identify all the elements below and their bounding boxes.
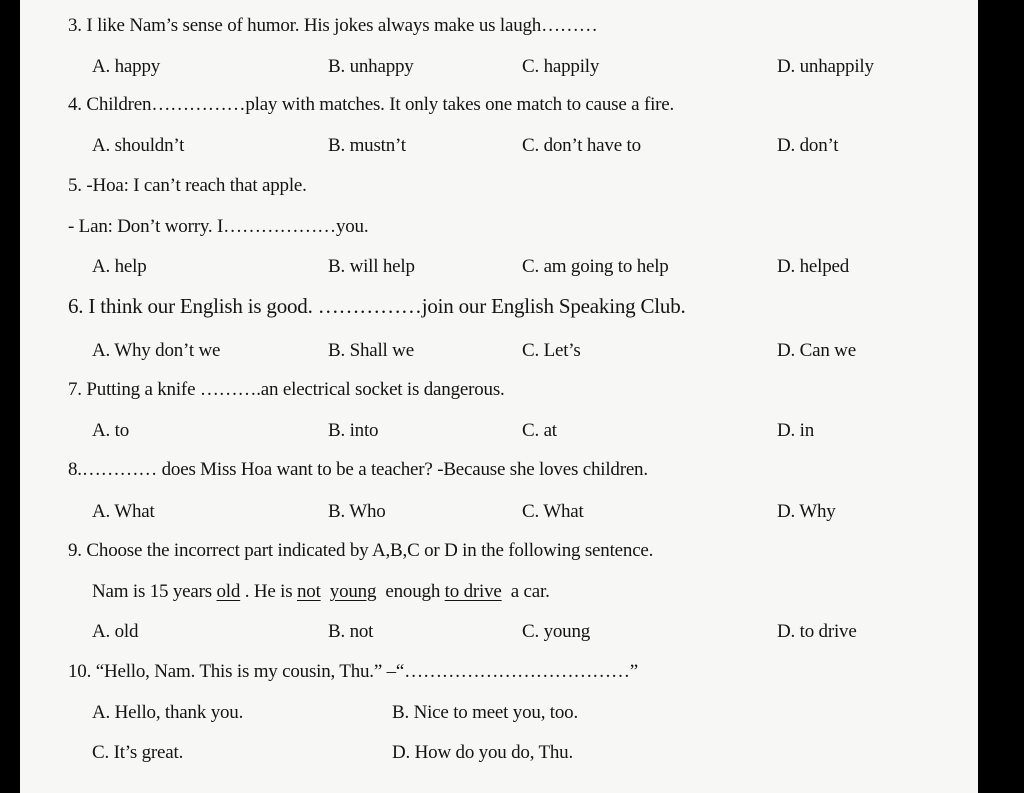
- question-7: 7. Putting a knife ……….an electrical socket is dangerous.: [68, 379, 505, 400]
- question-5-line-2: - Lan: Don’t worry. I………………you.: [68, 216, 369, 237]
- q7-option-d: D. in: [777, 420, 815, 441]
- question-9: 9. Choose the incorrect part indicated by A,B,C or D in the following sentence.: [68, 540, 654, 561]
- q9-option-d: D. to drive: [777, 621, 857, 642]
- q8-option-c: C. What: [522, 501, 584, 522]
- q9-option-b: B. not: [328, 621, 374, 642]
- question-9-sentence: Nam is 15 years old . He is not young enough to drive a car.: [92, 581, 550, 602]
- q5-option-c: C. am going to help: [522, 256, 669, 277]
- question-4: 4. Children……………play with matches. It only takes one match to cause a fire.: [68, 94, 675, 115]
- q8-option-d: D. Why: [777, 501, 836, 522]
- underlined-old: old: [216, 581, 241, 602]
- q3-option-d: D. unhappily: [777, 56, 874, 77]
- question-8: 8.………… does Miss Hoa want to be a teacher? -Because she loves children.: [68, 459, 648, 480]
- question-6: 6. I think our English is good. ……………join our English Speaking Club.: [68, 294, 686, 318]
- q5-option-d: D. helped: [777, 256, 850, 277]
- question-3: 3. I like Nam’s sense of humor. His jokes always make us laugh………: [68, 15, 598, 36]
- underlined-to-drive: to drive: [444, 581, 502, 602]
- q7-option-b: B. into: [328, 420, 379, 441]
- q8-option-a: A. What: [92, 501, 155, 522]
- q10-option-d: D. How do you do, Thu.: [392, 742, 574, 763]
- q4-option-a: A. shouldn’t: [92, 135, 185, 156]
- q6-option-d: D. Can we: [777, 340, 856, 361]
- q6-option-b: B. Shall we: [328, 340, 414, 361]
- q10-option-b: B. Nice to meet you, too.: [392, 702, 579, 723]
- q9-option-a: A. old: [92, 621, 139, 642]
- q3-option-a: A. happy: [92, 56, 161, 77]
- question-5: 5. -Hoa: I can’t reach that apple.: [68, 175, 307, 196]
- q7-option-a: A. to: [92, 420, 130, 441]
- q7-option-c: C. at: [522, 420, 557, 441]
- q3-option-b: B. unhappy: [328, 56, 414, 77]
- q4-option-c: C. don’t have to: [522, 135, 641, 156]
- underlined-young: young: [329, 581, 377, 602]
- q5-option-b: B. will help: [328, 256, 415, 277]
- q4-option-b: B. mustn’t: [328, 135, 406, 156]
- question-10: 10. “Hello, Nam. This is my cousin, Thu.” –“………………………………”: [68, 661, 639, 682]
- q4-option-d: D. don’t: [777, 135, 839, 156]
- q3-option-c: C. happily: [522, 56, 600, 77]
- q8-option-b: B. Who: [328, 501, 386, 522]
- worksheet-page: [20, 0, 978, 793]
- q10-option-a: A. Hello, thank you.: [92, 702, 244, 723]
- q6-option-c: C. Let’s: [522, 340, 581, 361]
- q6-option-a: A. Why don’t we: [92, 340, 221, 361]
- underlined-not: not: [296, 581, 321, 602]
- q5-option-a: A. help: [92, 256, 147, 277]
- q10-option-c: C. It’s great.: [92, 742, 184, 763]
- q9-option-c: C. young: [522, 621, 591, 642]
